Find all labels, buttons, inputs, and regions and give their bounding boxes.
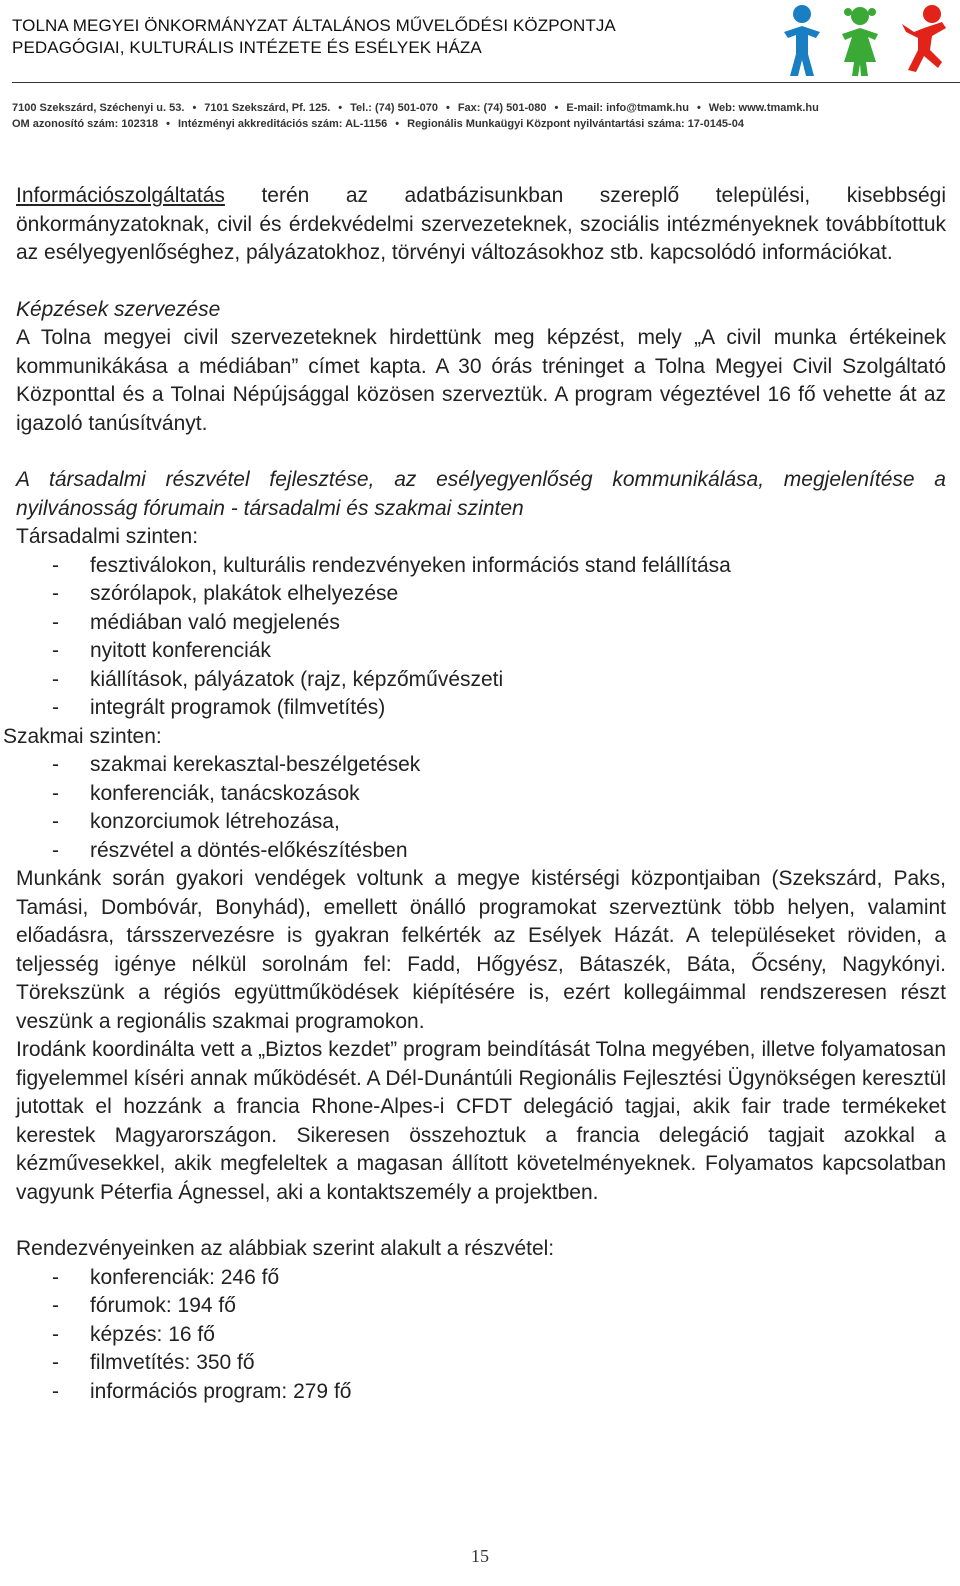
list-item: - részvétel a döntés-előkészítésben	[16, 837, 946, 866]
list-item: - konferenciák: 246 fő	[16, 1264, 946, 1293]
list-item: - nyitott konferenciák	[16, 637, 946, 666]
fax: Fax: (74) 501-080	[457, 102, 547, 114]
list-item: - kiállítások, pályázatok (rajz, képzőművészeti	[16, 666, 946, 695]
header-divider	[12, 82, 960, 83]
document-body	[3, 182, 946, 1406]
list-item: - szakmai kerekasztal-beszélgetések	[16, 751, 946, 780]
org-name-line-1: TOLNA MEGYEI ÖNKORMÁNYZAT ÁLTALÁNOS MŰVELŐDÉSI KÖZPONTJA	[12, 16, 616, 35]
po-box: 7101 Szekszárd, Pf. 125.	[204, 102, 331, 114]
address: 7100 Szekszárd, Széchenyi u. 53.	[12, 102, 185, 114]
org-name-line-2: PEDAGÓGIAI, KULTURÁLIS INTÉZETE ÉS ESÉLYEK HÁZA	[12, 38, 482, 57]
events-list	[16, 1264, 946, 1407]
registry-id: Regionális Munkaügyi Központ nyilvántartási száma: 17-0145-04	[407, 118, 744, 130]
contact-line: 7100 Szekszárd, Széchenyi u. 53. • 7101 Szekszárd, Pf. 125. • Tel.: (74) 501-070 • Fax: (74) 501-080 • E-mail: info@tmamk.hu • Web: www.tmamk.hu	[12, 102, 819, 114]
list-item: - fórumok: 194 fő	[16, 1292, 946, 1321]
website: Web: www.tmamk.hu	[708, 102, 819, 114]
list-item: - fesztiválokon, kulturális rendezvényeken információs stand felállítása	[16, 552, 946, 581]
id-line: OM azonosító szám: 102318 • Intézményi akkreditációs szám: AL-1156 • Regionális Munkaügyi Központ nyilvántartási száma: 17-0145-04	[12, 118, 744, 130]
participation-heading: A társadalmi részvétel fejlesztése, az esélyegyenlőség kommunikálása, megjelenítése a nyilvánosság fórumain - társadalmi és szakmai szinten	[16, 468, 946, 520]
office-paragraph: Irodánk koordinálta vett a „Biztos kezdet” program beindítását Tolna megyében, illetve folyamatosan figyelemmel kíséri annak működését. A Dél-Dunántúli Regionális Fejlesztési Ügynökségen keresztül jutottak el hozzánk a francia Rhone-Alpes-i CFDT delegáció tagjai, akik fair trade termékeket kerestek Magyarországon. Sikeresen összehoztuk a francia delegáció tagjait azokkal a kézművesekkel, akik megfeleltek a magasan állított követelményeknek. Folyamatos kapcsolatban vagyunk Péterfia Ágnessel, aki a kontaktszemély a projektben.	[16, 1038, 946, 1204]
list-item: - szórólapok, plakátok elhelyezése	[16, 580, 946, 609]
phone: Tel.: (74) 501-070	[350, 102, 438, 114]
professional-list	[16, 751, 946, 865]
letterhead	[12, 0, 948, 140]
info-paragraph	[16, 182, 946, 268]
professional-label: Szakmai szinten:	[3, 724, 162, 748]
work-paragraph: Munkánk során gyakori vendégek voltunk a megye kistérségi központjaiban (Szekszárd, Paks, Tamási, Dombóvár, Bonyhád), emellett önálló programokat szerveztünk több helyen, valamint előadásra, társszervezésre is gyakran felkérték az Esélyek Házát. A településeket röviden, a teljesség igénye nélkül sorolnám fel: Fadd, Hőgyész, Bátaszék, Báta, Őcsény, Nagykónyi. Törekszünk a régiós együttműködések kiépítésére is, ezért kollegáimmal rendszeresen részt veszünk a regionális szakmai programokon.	[16, 867, 946, 1033]
list-item: - filmvetítés: 350 fő	[16, 1349, 946, 1378]
list-item: - médiában való megjelenés	[16, 609, 946, 638]
page-number: 15	[471, 1546, 489, 1566]
list-item: - integrált programok (filmvetítés)	[16, 694, 946, 723]
list-item: - képzés: 16 fő	[16, 1321, 946, 1350]
list-item: - konferenciák, tanácskozások	[16, 780, 946, 809]
info-lead: Információszolgáltatás	[16, 184, 225, 207]
list-item: - információs program: 279 fő	[16, 1378, 946, 1407]
social-list	[16, 552, 946, 723]
social-label: Társadalmi szinten:	[16, 525, 199, 548]
accreditation-id: Intézményi akkreditációs szám: AL-1156	[177, 118, 388, 130]
children-logo-icon	[772, 2, 952, 78]
om-id: OM azonosító szám: 102318	[12, 118, 159, 130]
events-label: Rendezvényeinken az alábbiak szerint alakult a részvétel:	[16, 1237, 555, 1260]
email: E-mail: info@tmamk.hu	[566, 102, 689, 114]
info-text: terén az adatbázisunkban szereplő települési, kisebbségi önkormányzatoknak, civil és érdekvédelmi szervezeteknek, szociális intézményeknek továbbítottuk az esélyegyenlőséghez, pályázatokhoz, törvényi változásokhoz stb. kapcsolódó információkat.	[16, 184, 946, 264]
list-item: - konzorciumok létrehozása,	[16, 808, 946, 837]
training-heading: Képzések szervezése	[16, 297, 221, 321]
training-paragraph: A Tolna megyei civil szervezeteknek hirdettünk meg képzést, mely „A civil munka értékeinek kommunikákása a médiában” címet kapta. A 30 órás tréninget a Tolna Megyei Civil Szolgáltató Központtal és a Tolnai Népújsággal közösen szerveztük. A program végeztével 16 fő vehette át az igazoló tanúsítványt.	[16, 326, 946, 435]
